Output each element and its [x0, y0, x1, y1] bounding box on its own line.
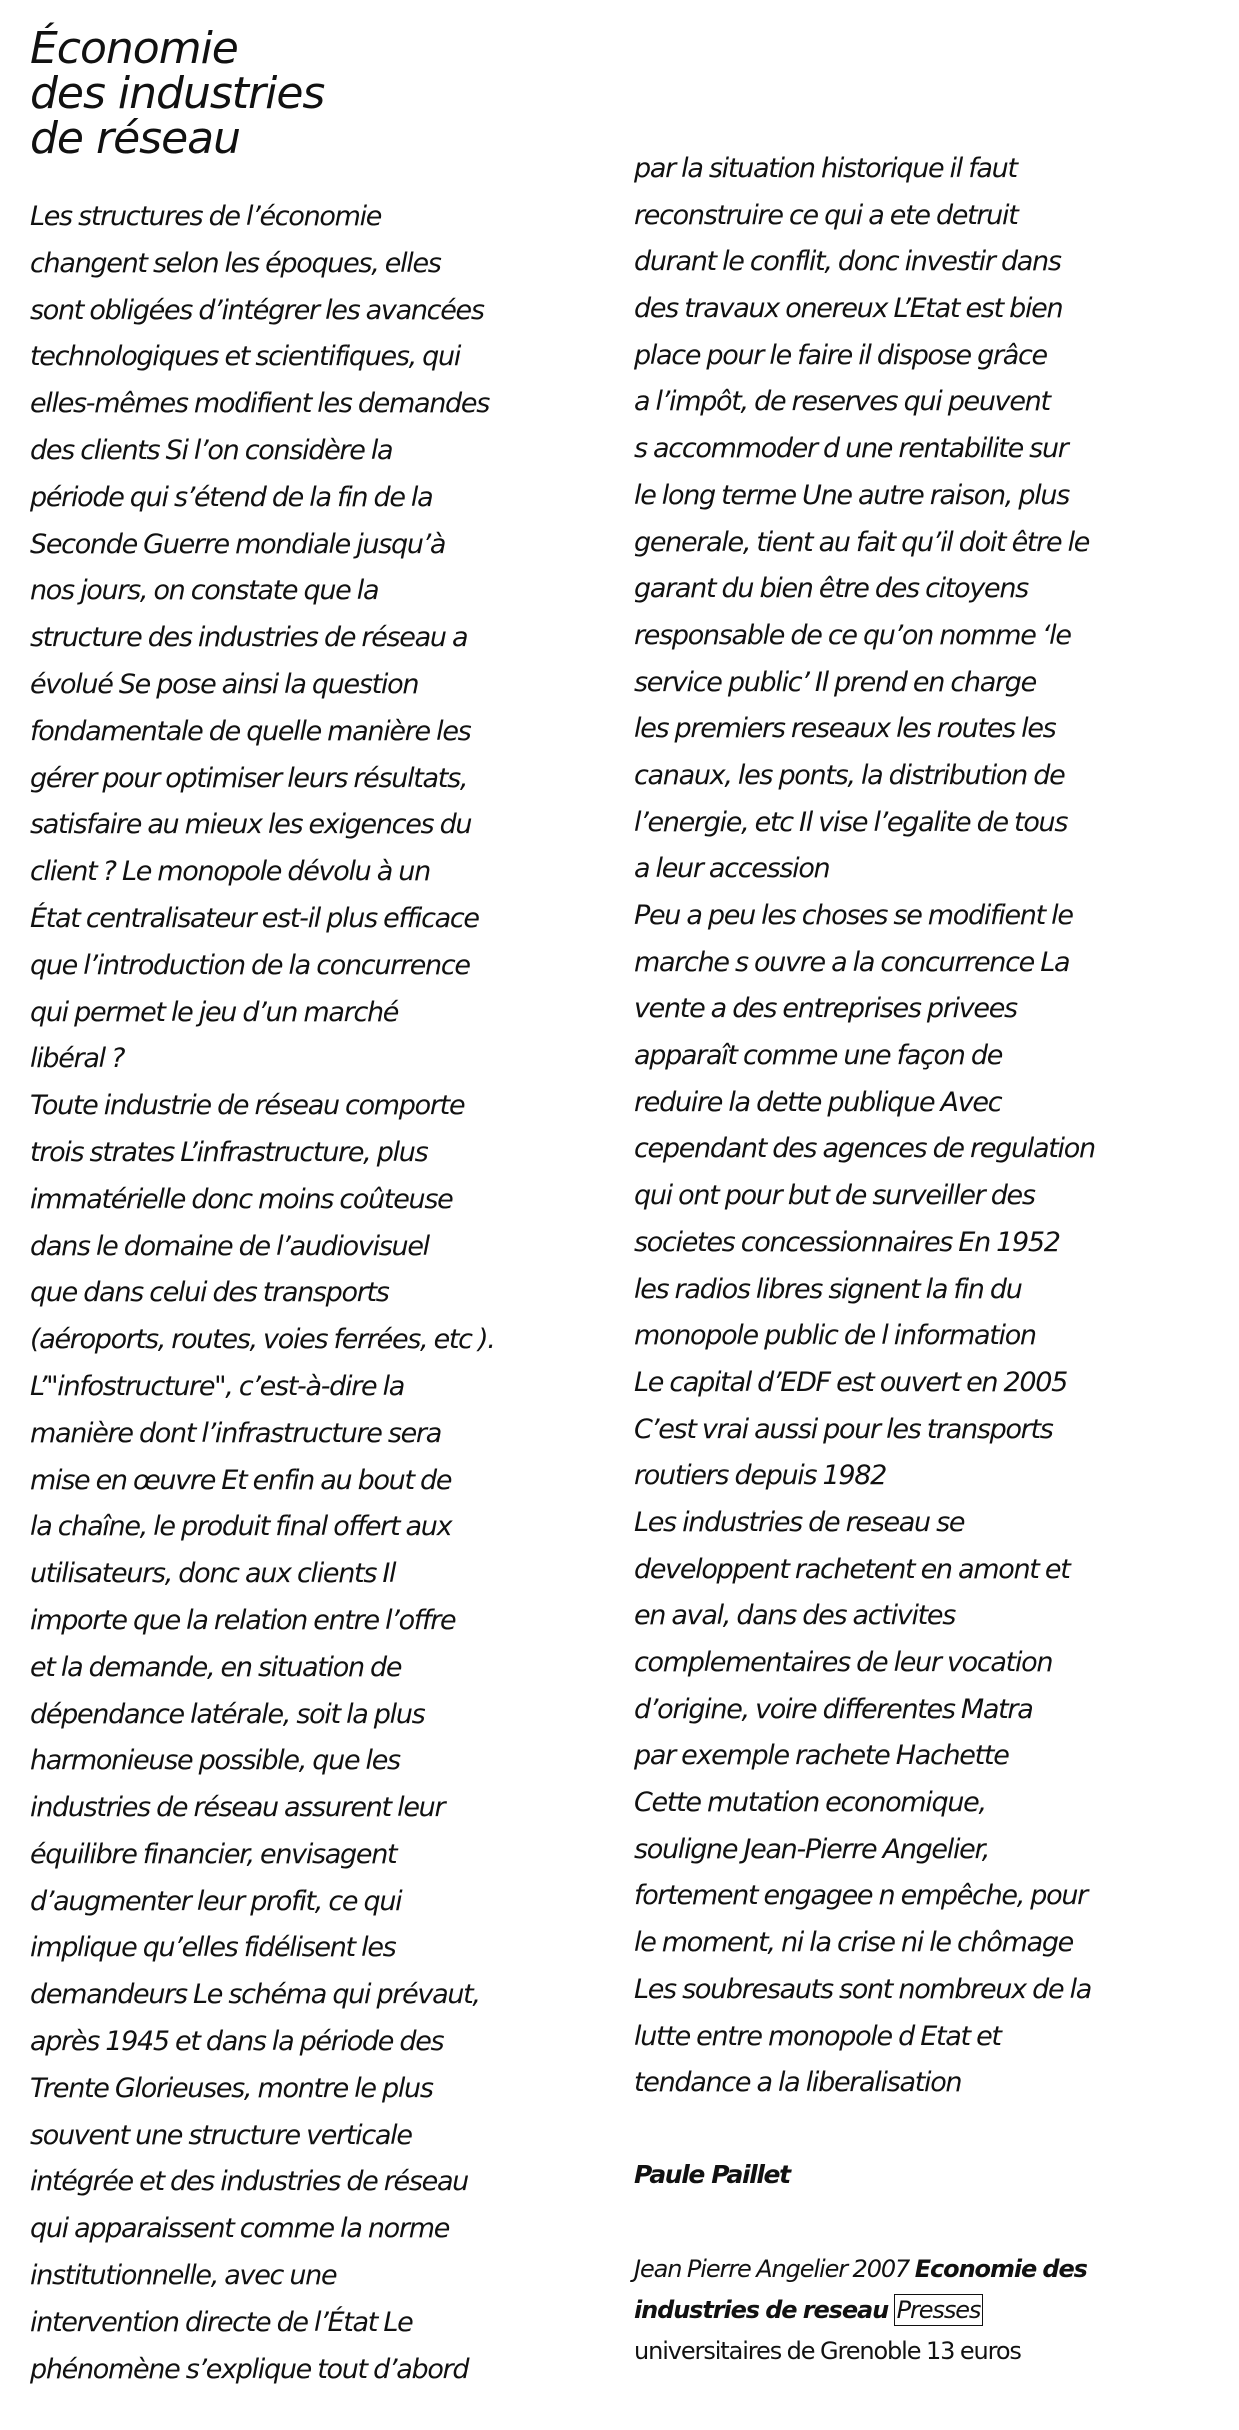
- text-line: intervention directe de l’État Le: [30, 2306, 413, 2338]
- text-line: lutte entre monopole d Etat et: [634, 2020, 1001, 2052]
- text-line: Les structures de l’économie: [30, 201, 382, 232]
- text-line: industries de réseau assurent leur: [30, 1792, 445, 1824]
- text-line: responsable de ce qu’on nomme ‘le: [634, 619, 1071, 651]
- text-line: technologiques et scientifiques, qui: [30, 341, 461, 373]
- text-line: souligne Jean-Pierre Angelier,: [634, 1833, 990, 1865]
- text-line: routiers depuis 1982: [634, 1460, 887, 1492]
- text-line: des clients Si l’on considère la: [30, 434, 393, 466]
- text-line: complementaires de leur vocation: [634, 1647, 1053, 1678]
- text-line: manière dont l’infrastructure sera: [30, 1417, 441, 1449]
- text-line: que l’introduction de la concurrence: [30, 949, 470, 981]
- text-line: developpent rachetent en amont et: [634, 1553, 1070, 1585]
- text-line: que dans celui des transports: [30, 1277, 389, 1309]
- text-line: dépendance latérale, soit la plus: [30, 1698, 425, 1730]
- text-line: monopole public de l information: [634, 1320, 1036, 1352]
- text-line: demandeurs Le schéma qui prévaut,: [30, 1979, 480, 2011]
- text-line: generale, tient au fait qu’il doit être le: [634, 526, 1090, 558]
- text-line: canaux, les ponts, la distribution de: [634, 759, 1065, 791]
- text-line: place pour le faire il dispose grâce: [634, 339, 1047, 371]
- text-line: service public’ Il prend en charge: [634, 666, 1036, 698]
- text-line: gérer pour optimiser leurs résultats,: [30, 762, 468, 794]
- title-line: des industries: [30, 68, 325, 119]
- text-line: souvent une structure verticale: [30, 2119, 412, 2151]
- text-line: libéral ?: [30, 1043, 125, 1075]
- text-line: elles-mêmes modifient les demandes: [30, 388, 489, 420]
- text-line: C’est vrai aussi pour les transports: [634, 1413, 1053, 1445]
- citation-line: [634, 2331, 1087, 2372]
- text-line: des travaux onereux L’Etat est bien: [634, 293, 1063, 325]
- text-line: reconstruire ce qui a ete detruit: [634, 199, 1018, 231]
- text-line: période qui s’étend de la fin de la: [30, 481, 433, 513]
- text-line: intégrée et des industries de réseau: [30, 2166, 468, 2198]
- text-line: garant du bien être des citoyens: [634, 573, 1028, 605]
- text-line: les premiers reseaux les routes les: [634, 713, 1056, 745]
- text-line: fortement engagee n empêche, pour: [634, 1880, 1087, 1912]
- text-line: équilibre financier, envisagent: [30, 1838, 397, 1870]
- text-line: cependant des agences de regulation: [634, 1133, 1095, 1165]
- text-line: Cette mutation economique,: [634, 1787, 986, 1819]
- text-line: et la demande, en situation de: [30, 1651, 402, 1683]
- text-line: a leur accession: [634, 853, 830, 885]
- text-line: Les soubresauts sont nombreux de la: [634, 1973, 1092, 2005]
- text-line: Seconde Guerre mondiale jusqu’à: [30, 528, 446, 560]
- author-signature: Paule Paillet: [634, 2160, 790, 2189]
- text-line: d’augmenter leur profit, ce qui: [30, 1885, 402, 1917]
- text-line: sont obligées d’intégrer les avancées: [30, 294, 484, 326]
- title-line: de réseau: [30, 113, 240, 164]
- text-line: durant le conflit, donc investir dans: [634, 246, 1061, 278]
- text-line: l’energie, etc Il vise l’egalite de tous: [634, 806, 1068, 838]
- text-line: a l’impôt, de reserves qui peuvent: [634, 386, 1050, 418]
- text-line: d’origine, voire differentes Matra: [634, 1693, 1033, 1725]
- text-line: institutionnelle, avec une: [30, 2260, 337, 2292]
- left-column-text: [30, 194, 590, 2393]
- text-line: par la situation historique il faut: [634, 153, 1017, 184]
- text-line: qui ont pour but de surveiller des: [634, 1180, 1035, 1212]
- text-line: s accommoder d une rentabilite sur: [634, 433, 1068, 465]
- text-line: importe que la relation entre l’offre: [30, 1604, 456, 1636]
- citation-line: [634, 2249, 1087, 2290]
- citation-author-year: Jean Pierre Angelier 2007: [634, 2255, 915, 2283]
- text-line: par exemple rachete Hachette: [634, 1740, 1009, 1772]
- text-line: État centralisateur est-il plus efficace: [30, 902, 479, 934]
- text-line: structure des industries de réseau a: [30, 622, 468, 654]
- citation-book-title: Economie des: [914, 2255, 1087, 2283]
- text-line: apparaît comme une façon de: [634, 1040, 1003, 1072]
- citation-book-title: industries de reseau: [634, 2296, 889, 2324]
- text-line: harmonieuse possible, que les: [30, 1745, 400, 1777]
- text-line: client ? Le monopole dévolu à un: [30, 856, 430, 888]
- text-line: Les industries de reseau se: [634, 1506, 965, 1538]
- text-line: implique qu’elles fidélisent les: [30, 1932, 396, 1964]
- text-line: Trente Glorieuses, montre le plus: [30, 2072, 433, 2104]
- text-line: marche s ouvre a la concurrence La: [634, 946, 1070, 978]
- text-line: le moment, ni la crise ni le chômage: [634, 1927, 1073, 1959]
- text-line: mise en œuvre Et enfin au bout de: [30, 1464, 452, 1496]
- right-column-text: [634, 146, 1194, 2107]
- text-line: vente a des entreprises privees: [634, 993, 1017, 1025]
- text-line: nos jours, on constate que la: [30, 575, 379, 607]
- book-citation: [634, 2249, 1087, 2372]
- text-line: immatérielle donc moins coûteuse: [30, 1183, 453, 1215]
- citation-publisher-price: universitaires de Grenoble 13 euros: [634, 2337, 1021, 2365]
- text-line: en aval, dans des activites: [634, 1600, 956, 1632]
- text-line: reduire la dette publique Avec: [634, 1086, 1002, 1118]
- text-line: satisfaire au mieux les exigences du: [30, 809, 472, 841]
- text-line: Peu a peu les choses se modifient le: [634, 900, 1073, 931]
- text-line: qui apparaissent comme la norme: [30, 2213, 450, 2245]
- text-line: qui permet le jeu d’un marché: [30, 996, 399, 1028]
- text-line: dans le domaine de l’audiovisuel: [30, 1230, 429, 1262]
- text-line: Le capital d’EDF est ouvert en 2005: [634, 1366, 1068, 1398]
- text-line: fondamentale de quelle manière les: [30, 715, 471, 747]
- text-line: changent selon les époques, elles: [30, 247, 441, 279]
- text-line: Toute industrie de réseau comporte: [30, 1090, 465, 1122]
- text-line: évolué Se pose ainsi la question: [30, 668, 419, 700]
- text-line: tendance a la liberalisation: [634, 2067, 962, 2099]
- citation-publisher-boxed: Presses: [894, 2294, 984, 2326]
- text-line: utilisateurs, donc aux clients Il: [30, 1558, 396, 1590]
- title-line: Économie: [30, 23, 238, 74]
- text-line: L’"infostructure", c’est-à-dire la: [30, 1370, 405, 1402]
- text-line: le long terme Une autre raison, plus: [634, 479, 1069, 511]
- text-line: après 1945 et dans la période des: [30, 2026, 444, 2058]
- text-line: les radios libres signent la fin du: [634, 1273, 1022, 1305]
- text-line: (aéroports, routes, voies ferrées, etc ).: [30, 1324, 495, 1356]
- text-line: la chaîne, le produit final offert aux: [30, 1511, 452, 1543]
- article-title: [30, 23, 325, 164]
- text-line: trois strates L’infrastructure, plus: [30, 1136, 428, 1168]
- text-line: phénomène s’explique tout d’abord: [30, 2353, 469, 2385]
- citation-line: [634, 2290, 1087, 2331]
- text-line: societes concessionnaires En 1952: [634, 1226, 1060, 1258]
